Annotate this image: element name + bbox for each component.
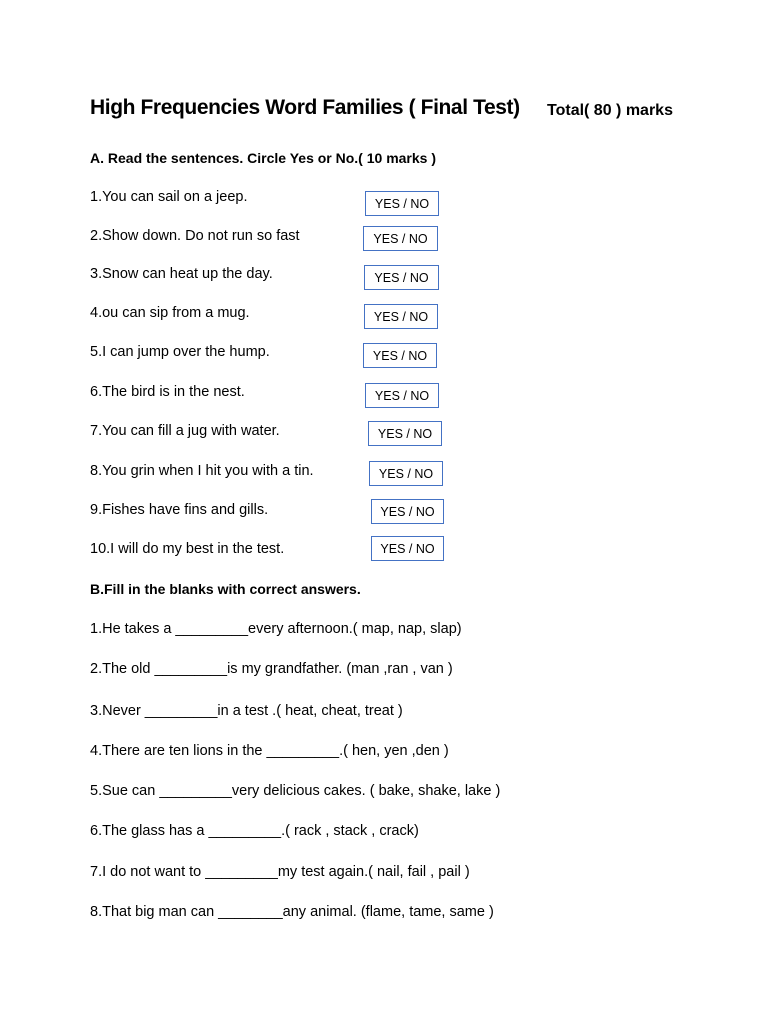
fill-blank-question: 5.Sue can _________very delicious cakes. ( bake, shake, lake ) [90,783,501,799]
fill-blank-question: 1.He takes a _________every afternoon.( map, nap, slap) [90,621,462,637]
section-a-heading: A. Read the sentences. Circle Yes or No.( 10 marks ) [90,150,437,166]
section-a-question: 5.I can jump over the hump. [90,344,270,360]
page-title: High Frequencies Word Families ( Final Test) [90,96,520,119]
yes-no-box[interactable]: YES / NO [371,499,444,524]
section-a-question: 3.Snow can heat up the day. [90,266,273,282]
fill-blank-question: 8.That big man can ________any animal. (flame, tame, same ) [90,904,494,920]
yes-no-box[interactable]: YES / NO [363,226,438,251]
fill-blank-question: 2.The old _________is my grandfather. (man ,ran , van ) [90,661,453,677]
total-marks: Total( 80 ) marks [547,102,673,119]
section-a-question: 7.You can fill a jug with water. [90,423,280,439]
fill-blank-question: 4.There are ten lions in the _________.( hen, yen ,den ) [90,743,449,759]
fill-blank-question: 7.I do not want to _________my test again.( nail, fail , pail ) [90,864,470,880]
yes-no-box[interactable]: YES / NO [369,461,443,486]
section-a-question: 8.You grin when I hit you with a tin. [90,463,314,479]
fill-blank-question: 3.Never _________in a test .( heat, cheat, treat ) [90,703,403,719]
yes-no-box[interactable]: YES / NO [365,383,439,408]
yes-no-box[interactable]: YES / NO [371,536,444,561]
yes-no-box[interactable]: YES / NO [363,343,437,368]
yes-no-box[interactable]: YES / NO [368,421,442,446]
section-a-question: 4.ou can sip from a mug. [90,305,250,321]
fill-blank-question: 6.The glass has a _________.( rack , stack , crack) [90,823,419,839]
section-a-question: 1.You can sail on a jeep. [90,189,248,205]
yes-no-box[interactable]: YES / NO [364,265,439,290]
section-a-question: 2.Show down. Do not run so fast [90,228,300,244]
section-a-question: 9.Fishes have fins and gills. [90,502,269,518]
section-b-heading: B.Fill in the blanks with correct answers. [90,581,361,597]
yes-no-box[interactable]: YES / NO [364,304,438,329]
section-a-question: 6.The bird is in the nest. [90,384,245,400]
section-a-question: 10.I will do my best in the test. [90,541,285,557]
yes-no-box[interactable]: YES / NO [365,191,439,216]
